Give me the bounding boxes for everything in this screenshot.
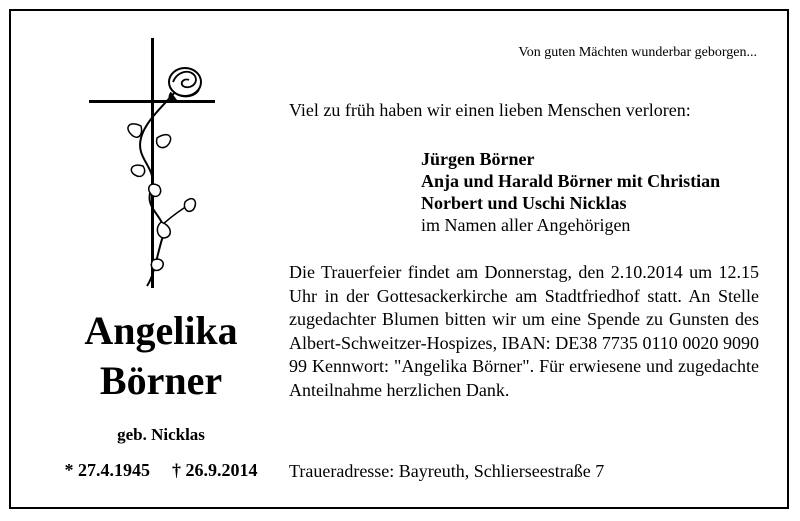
deceased-first-name: Angelika bbox=[84, 308, 238, 353]
motto: Von guten Mächten wunderbar geborgen... bbox=[518, 45, 757, 60]
death-date: † 26.9.2014 bbox=[172, 460, 258, 480]
cross-with-rose-icon bbox=[89, 38, 229, 288]
birth-date: * 27.4.1945 bbox=[64, 460, 150, 480]
life-dates bbox=[41, 460, 281, 481]
intro-text: Viel zu früh haben wir einen lieben Menschen verloren: bbox=[289, 100, 691, 120]
deceased-last-name: Börner bbox=[99, 358, 223, 403]
mourner: Anja und Harald Börner mit Christian bbox=[421, 171, 721, 191]
service-announcement: Die Trauerfeier findet am Donnerstag, den 2.10.2014 um 12.15 Uhr in der Gottesackerkirche am Stadtfriedhof statt. An Stelle zugedachter Blumen bitten wir um eine Spende zu Gunsten des Albert-Schweitzer-Hospizes, IBAN: DE38 7735 0110 0020 9090 99 Kennwort: "Angelika Börner". Für erwiesene und zugedachte Anteilnahme herzlichen Dank. bbox=[289, 262, 759, 400]
mourner: Norbert und Uschi Nicklas bbox=[421, 193, 627, 213]
obituary-notice bbox=[9, 9, 789, 509]
mourning-address: Traueradresse: Bayreuth, Schlierseestraße 7 bbox=[289, 461, 605, 481]
mourners-footer: im Namen aller Angehörigen bbox=[421, 215, 631, 235]
mourners-list bbox=[421, 148, 720, 236]
birth-name: geb. Nicklas bbox=[117, 425, 205, 444]
mourner: Jürgen Börner bbox=[421, 149, 535, 169]
